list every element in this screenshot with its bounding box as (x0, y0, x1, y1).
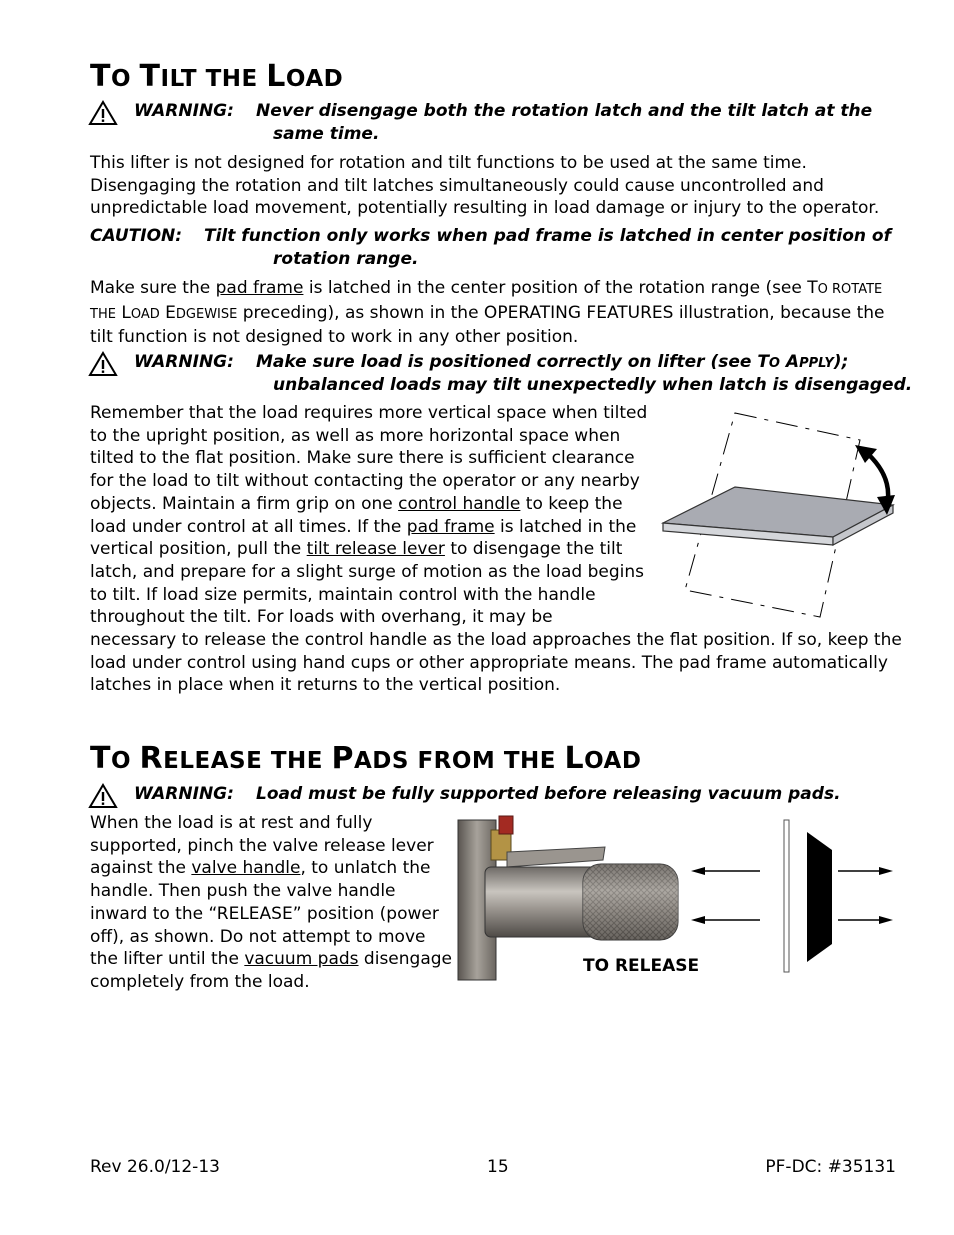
text: to disengage the tilt (444, 539, 623, 560)
title-letter: T (90, 59, 111, 94)
text-line: to the upright position, as well as more horizontal space when (90, 425, 621, 446)
title-letter: P (331, 741, 354, 776)
text-line (90, 302, 885, 327)
text-line: When the load is at rest and fully (90, 813, 373, 833)
warning-label: WARNING: (134, 101, 234, 121)
text: DGEWISE (175, 306, 238, 322)
text: , to unlatch the (300, 858, 431, 879)
text-line: supported, pinch the valve release lever (90, 835, 434, 856)
paragraph-release-procedure (90, 812, 452, 994)
control-handle-link[interactable]: control handle (398, 493, 521, 514)
text-line: latches in place when it returns to the vertical position. (90, 675, 561, 696)
warning-triangle-icon (88, 351, 118, 377)
title-part: ILT THE (160, 66, 258, 92)
text: against the (90, 858, 192, 879)
title-letter: L (266, 59, 286, 94)
title-part: O (110, 748, 132, 774)
text-line (90, 277, 885, 302)
warning-text-line2: same time. (273, 124, 380, 144)
text: E (159, 302, 176, 323)
warning-block-2 (88, 351, 913, 399)
paragraph-rotation-tilt (90, 152, 879, 220)
text: the lifter until the (90, 949, 245, 970)
paragraph-pad-frame (90, 277, 885, 349)
title-part: OAD (584, 748, 642, 774)
warning-text-line1 (256, 351, 848, 375)
text-line: completely from the load. (90, 971, 310, 992)
text-line: Disengaging the rotation and tilt latches simultaneously could cause uncontrolled and (90, 175, 824, 196)
title-part: ELEASE THE (163, 748, 323, 774)
title-letter: T (90, 741, 111, 776)
text: load under control at all times. If the (90, 516, 407, 537)
text: is latched in the center position of the rotation range (see T (303, 278, 818, 298)
text-line: to tilt. If load size permits, maintain control with the handle (90, 584, 596, 605)
text: objects. Maintain a firm grip on one (90, 493, 399, 514)
text-line (90, 948, 452, 971)
text: O ROTATE (817, 282, 883, 297)
text: THE (90, 306, 116, 322)
footer-document-id: PF-DC: #35131 (765, 1157, 896, 1177)
text: O (768, 356, 780, 371)
footer-revision: Rev 26.0/12-13 (90, 1157, 220, 1177)
text-line: This lifter is not designed for rotation and tilt functions to be used at the same time. (90, 153, 807, 173)
text-line: load under control using hand cups or other appropriate means. The pad frame automatically (90, 652, 888, 673)
warning-text: Load must be fully supported before releasing vacuum pads. (256, 784, 841, 804)
caution-text-line2: rotation range. (273, 249, 419, 269)
section-title-release-pads (90, 741, 642, 776)
text: to keep the (520, 493, 623, 514)
caution-block (90, 225, 910, 273)
text-line: inward to the “RELEASE” position (power (90, 903, 439, 924)
tilt-illustration (655, 405, 905, 625)
text-line (90, 857, 452, 880)
text-line: Remember that the load requires more vertical space when tilted (90, 403, 648, 423)
text: disengage (358, 949, 452, 970)
warning-text-line1: Never disengage both the rotation latch and the tilt latch at the (256, 101, 873, 121)
text: OAD (130, 306, 160, 322)
title-letter: T (139, 59, 161, 94)
footer-page-number: 15 (487, 1157, 509, 1177)
pad-frame-link[interactable]: pad frame (215, 278, 304, 298)
text-line: unpredictable load movement, potentially resulting in load damage or injury to the operator. (90, 198, 880, 219)
text: Make sure the (90, 278, 216, 298)
text: A (779, 352, 800, 372)
text-line: for the load to tilt without contacting the operator or any nearby (90, 471, 640, 492)
text: vertical position, pull the (90, 539, 307, 560)
text: Make sure load is positioned correctly on lifter (see T (256, 352, 769, 372)
text: ); (833, 352, 849, 372)
warning-triangle-icon (88, 783, 118, 809)
text-line: throughout the tilt. For loads with overhang, it may be (90, 607, 553, 628)
caution-label: CAUTION: (90, 226, 183, 246)
valve-handle-link[interactable]: valve handle (191, 858, 301, 879)
section-title-tilt (90, 59, 344, 94)
tilt-release-lever-link[interactable]: tilt release lever (306, 539, 445, 560)
title-letter: L (564, 741, 585, 776)
text: preceding), as shown in the OPERATING FEATURES illustration, because the (237, 302, 885, 323)
title-part: OAD (285, 66, 344, 92)
text: is latched in the (494, 516, 637, 537)
warning-triangle-icon (88, 100, 118, 126)
text-line: off), as shown. Do not attempt to move (90, 926, 426, 947)
text-line: latch, and prepare for a slight surge of motion as the load begins (90, 561, 645, 582)
text: L (115, 302, 131, 323)
title-letter: R (139, 741, 164, 776)
caution-text-line1: Tilt function only works when pad frame is latched in center position of (204, 226, 891, 246)
text-line: handle. Then push the valve handle (90, 881, 396, 902)
vacuum-pads-link[interactable]: vacuum pads (244, 949, 359, 970)
warning-block-3 (88, 783, 908, 809)
text-line: tilted to the flat position. Make sure there is sufficient clearance (90, 448, 635, 469)
warning-block-1 (88, 100, 908, 148)
warning-label: WARNING: (134, 784, 234, 804)
title-part: O (110, 66, 132, 92)
figure-caption-to-release: TO RELEASE (583, 956, 700, 976)
text-line: tilt function is not designed to work in any other position. (90, 327, 579, 348)
text-line: necessary to release the control handle as the load approaches the flat position. If so, keep the (90, 630, 902, 651)
warning-label: WARNING: (134, 352, 234, 372)
title-part: ADS FROM THE (353, 748, 556, 774)
text: PPLY (799, 356, 834, 371)
pad-frame-link[interactable]: pad frame (406, 516, 495, 537)
warning-text-line2: unbalanced loads may tilt unexpectedly when latch is disengaged. (273, 375, 913, 395)
